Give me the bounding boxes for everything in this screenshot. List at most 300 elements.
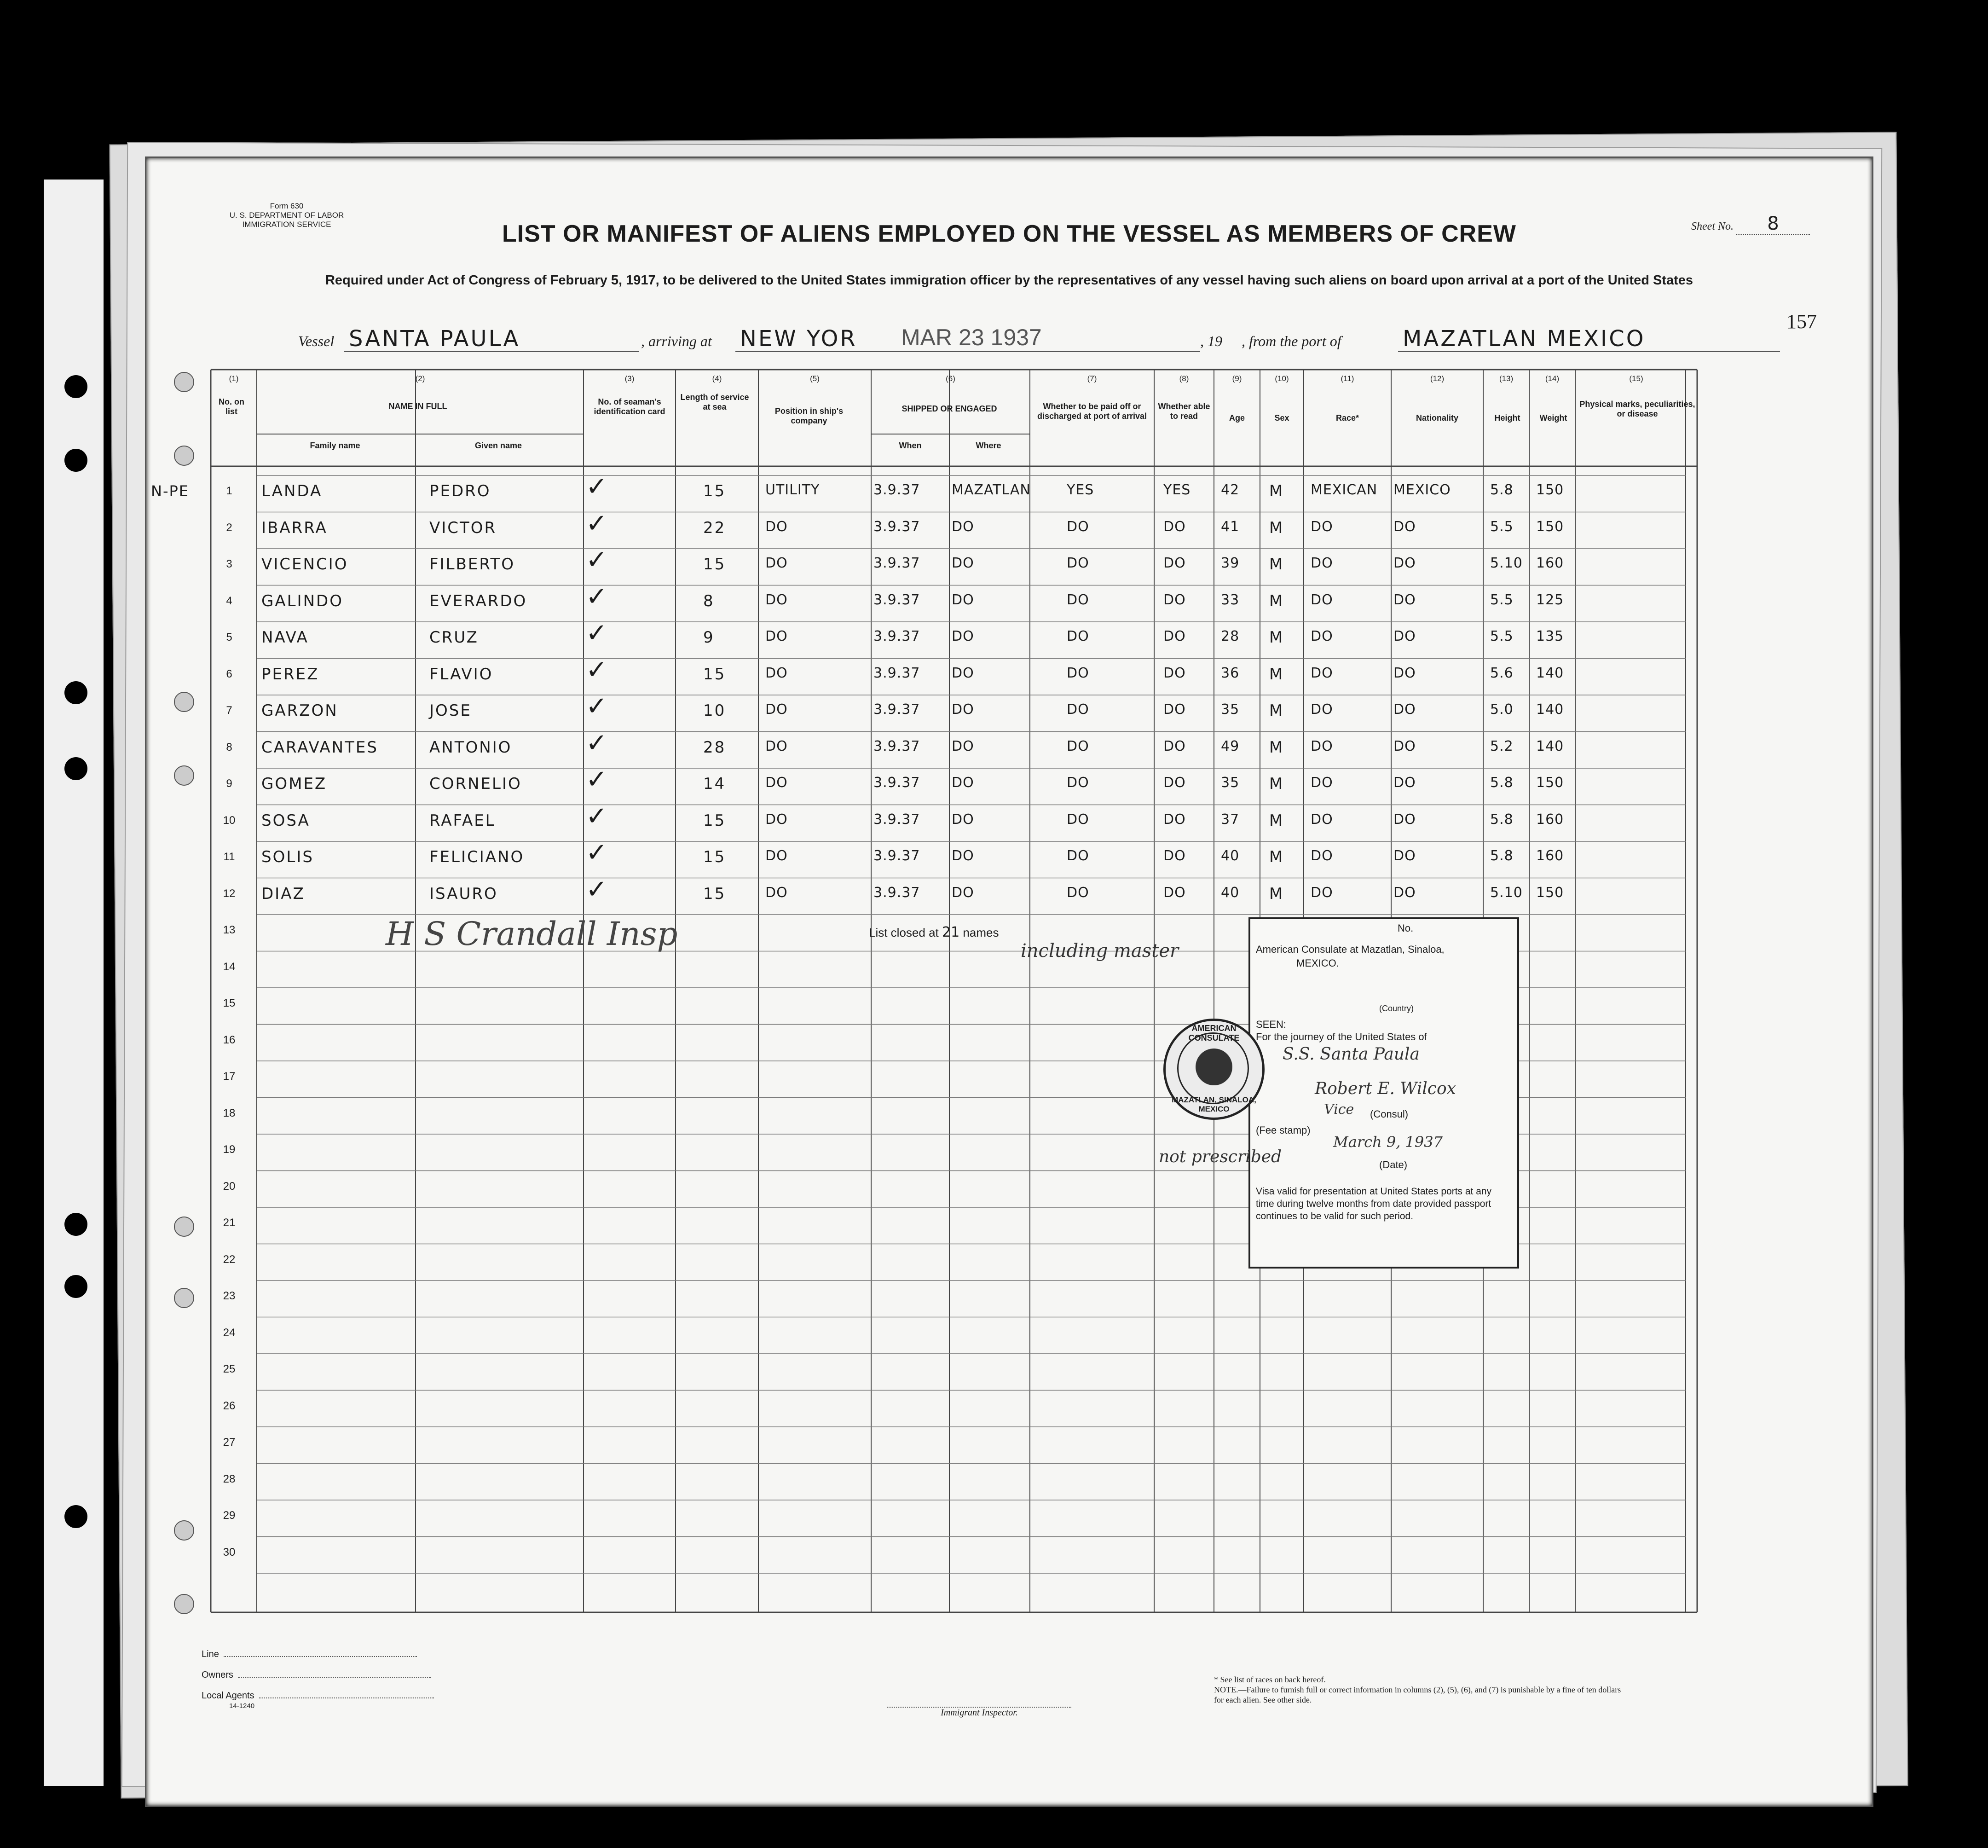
cell-paid: DO bbox=[1067, 848, 1089, 864]
cell-paid: DO bbox=[1067, 628, 1089, 644]
cell-given: CORNELIO bbox=[429, 775, 522, 793]
including-master-note: including master bbox=[1021, 940, 1179, 962]
cell-given: FILBERTO bbox=[429, 555, 515, 574]
cell-height: 5.10 bbox=[1490, 884, 1523, 901]
cell-read: DO bbox=[1163, 555, 1186, 571]
cell-when: 3.9.37 bbox=[873, 738, 920, 754]
column-number: (15) bbox=[1629, 374, 1643, 383]
cell-given: EVERARDO bbox=[429, 591, 527, 610]
footer-inspector: Immigrant Inspector. bbox=[887, 1707, 1071, 1718]
cell-service: 15 bbox=[703, 482, 726, 500]
row-number: 2 bbox=[226, 521, 232, 534]
from-label: , from the port of bbox=[1242, 333, 1341, 349]
cell-family: IBARRA bbox=[261, 518, 328, 537]
seal-bottom-text: MAZATLAN, SINALOA, MEXICO bbox=[1172, 1095, 1256, 1113]
cell-race: DO bbox=[1311, 555, 1333, 571]
punch-hole bbox=[64, 681, 87, 704]
cell-sex: M bbox=[1269, 591, 1284, 610]
cell-height: 5.2 bbox=[1490, 738, 1514, 754]
footer-form-no: 14-1240 bbox=[229, 1702, 255, 1710]
footer-owners-label: Owners bbox=[202, 1670, 233, 1680]
sheet-value: 8 bbox=[1736, 213, 1810, 235]
cell-sex: M bbox=[1269, 848, 1284, 866]
row-number: 16 bbox=[223, 1033, 236, 1046]
cell-height: 5.8 bbox=[1490, 775, 1514, 791]
form-number: Form 630 bbox=[270, 202, 304, 210]
cell-race: DO bbox=[1311, 591, 1333, 608]
check-mark-icon: ✓ bbox=[586, 581, 607, 612]
cell-where: DO bbox=[952, 591, 974, 608]
cell-position: DO bbox=[765, 665, 788, 681]
cell-read: DO bbox=[1163, 738, 1186, 754]
cell-nationality: DO bbox=[1393, 811, 1416, 828]
row-number: 30 bbox=[223, 1546, 236, 1558]
cell-age: 42 bbox=[1221, 482, 1240, 498]
cell-nationality: DO bbox=[1393, 518, 1416, 535]
cell-nationality: DO bbox=[1393, 665, 1416, 681]
cell-race: DO bbox=[1311, 701, 1333, 718]
header-age: Age bbox=[1229, 413, 1245, 423]
cell-height: 5.0 bbox=[1490, 701, 1514, 718]
cell-race: DO bbox=[1311, 775, 1333, 791]
cell-read: DO bbox=[1163, 628, 1186, 644]
cell-race: DO bbox=[1311, 811, 1333, 828]
cell-position: DO bbox=[765, 555, 788, 571]
punch-hole bbox=[64, 1505, 87, 1528]
cell-where: DO bbox=[952, 848, 974, 864]
cell-race: DO bbox=[1311, 628, 1333, 644]
cell-where: DO bbox=[952, 811, 974, 828]
stamp-date-label: (Date) bbox=[1379, 1159, 1408, 1170]
cell-sex: M bbox=[1269, 555, 1284, 574]
header-no: No. on list bbox=[219, 397, 244, 416]
cell-nationality: DO bbox=[1393, 628, 1416, 644]
cell-family: NAVA bbox=[261, 628, 309, 647]
cell-position: DO bbox=[765, 701, 788, 718]
cell-read: YES bbox=[1163, 482, 1191, 498]
cell-paid: DO bbox=[1067, 701, 1089, 718]
cell-weight: 150 bbox=[1536, 775, 1564, 791]
margin-note: N-PE bbox=[151, 482, 189, 500]
row-number: 9 bbox=[226, 777, 232, 790]
cell-age: 33 bbox=[1221, 591, 1240, 608]
cell-family: DIAZ bbox=[261, 884, 305, 903]
cell-when: 3.9.37 bbox=[873, 628, 920, 644]
header-id-card: No. of seaman's identification card bbox=[594, 397, 665, 416]
footer-owners bbox=[202, 1670, 431, 1680]
header-position: Position in ship's company bbox=[774, 406, 844, 425]
cell-family: GARZON bbox=[261, 701, 338, 720]
header-where: Where bbox=[976, 441, 1001, 450]
cell-given: JOSE bbox=[429, 701, 472, 720]
row-number: 14 bbox=[223, 960, 236, 973]
stamp-consul-label: (Consul) bbox=[1370, 1108, 1409, 1120]
cell-age: 28 bbox=[1221, 628, 1240, 644]
column-number: (13) bbox=[1499, 374, 1514, 383]
arriving-port: NEW YOR bbox=[740, 326, 857, 352]
cell-when: 3.9.37 bbox=[873, 701, 920, 718]
cell-sex: M bbox=[1269, 884, 1284, 903]
cell-nationality: DO bbox=[1393, 884, 1416, 901]
cell-when: 3.9.37 bbox=[873, 591, 920, 608]
cell-height: 5.10 bbox=[1490, 555, 1523, 571]
inspector-signature: H S Crandall Insp bbox=[386, 915, 678, 953]
row-number: 25 bbox=[223, 1363, 236, 1375]
cell-given: FELICIANO bbox=[429, 848, 525, 866]
cell-service: 15 bbox=[703, 555, 726, 574]
row-number: 29 bbox=[223, 1509, 236, 1522]
cell-position: DO bbox=[765, 811, 788, 828]
cell-paid: DO bbox=[1067, 811, 1089, 828]
check-mark-icon: ✓ bbox=[586, 545, 607, 575]
cell-service: 9 bbox=[703, 628, 715, 647]
row-number: 10 bbox=[223, 814, 236, 827]
footer-notes bbox=[1214, 1674, 1628, 1705]
cell-read: DO bbox=[1163, 775, 1186, 791]
cell-age: 49 bbox=[1221, 738, 1240, 754]
cell-service: 15 bbox=[703, 665, 726, 684]
cell-given: VICTOR bbox=[429, 518, 497, 537]
punch-hole bbox=[64, 449, 87, 472]
consul-signature: Robert E. Wilcox bbox=[1315, 1079, 1456, 1098]
cell-position: DO bbox=[765, 884, 788, 901]
check-mark-icon: ✓ bbox=[586, 618, 607, 648]
cell-height: 5.5 bbox=[1490, 628, 1514, 644]
document-title: LIST OR MANIFEST OF ALIENS EMPLOYED ON THE VESSEL AS MEMBERS OF CREW bbox=[502, 220, 1516, 247]
column-number: (14) bbox=[1545, 374, 1560, 383]
cell-when: 3.9.37 bbox=[873, 555, 920, 571]
cell-paid: DO bbox=[1067, 775, 1089, 791]
stamp-seen: SEEN: bbox=[1256, 1019, 1287, 1030]
footer-note-races: * See list of races on back hereof. bbox=[1214, 1675, 1326, 1684]
header-family-name: Family name bbox=[310, 441, 360, 450]
footer-line-label: Line bbox=[202, 1649, 219, 1659]
manifest-page bbox=[145, 156, 1873, 1807]
fee-note: not prescribed bbox=[1159, 1147, 1282, 1166]
row-number: 5 bbox=[226, 631, 232, 643]
cell-sex: M bbox=[1269, 628, 1284, 647]
cell-family: SOLIS bbox=[261, 848, 314, 866]
arrival-date-stamp: MAR 23 1937 bbox=[901, 324, 1042, 350]
cell-family: LANDA bbox=[261, 482, 323, 500]
cell-paid: YES bbox=[1067, 482, 1094, 498]
punch-hole bbox=[64, 375, 87, 398]
cell-nationality: DO bbox=[1393, 775, 1416, 791]
row-number: 12 bbox=[223, 887, 236, 900]
cell-paid: DO bbox=[1067, 738, 1089, 754]
cell-race: MEXICAN bbox=[1311, 482, 1378, 498]
header-sex: Sex bbox=[1274, 413, 1289, 423]
cell-where: DO bbox=[952, 775, 974, 791]
row-number: 8 bbox=[226, 741, 232, 753]
cell-age: 35 bbox=[1221, 775, 1240, 791]
cell-sex: M bbox=[1269, 518, 1284, 537]
cell-race: DO bbox=[1311, 738, 1333, 754]
footer-note-penalty: NOTE.—Failure to furnish full or correct information in columns (2), (5), (6), and (7) is punishable by a fine of ten dollars for each alien. See other side. bbox=[1214, 1685, 1621, 1704]
row-number: 17 bbox=[223, 1070, 236, 1083]
header-physical-marks: Physical marks, peculiarities, or disease bbox=[1579, 400, 1695, 418]
cell-race: DO bbox=[1311, 665, 1333, 681]
cell-family: GALINDO bbox=[261, 591, 343, 610]
cell-weight: 150 bbox=[1536, 884, 1564, 901]
list-closed-count: 21 bbox=[942, 924, 960, 940]
cell-race: DO bbox=[1311, 884, 1333, 901]
header-service: Length of service at sea bbox=[680, 393, 749, 411]
cell-when: 3.9.37 bbox=[873, 811, 920, 828]
cell-weight: 160 bbox=[1536, 811, 1564, 828]
row-number: 26 bbox=[223, 1399, 236, 1412]
cell-weight: 160 bbox=[1536, 555, 1564, 571]
header-height: Height bbox=[1494, 413, 1520, 423]
cell-family: VICENCIO bbox=[261, 555, 348, 574]
header-shipped: SHIPPED OR ENGAGED bbox=[902, 404, 997, 413]
service: IMMIGRATION SERVICE bbox=[242, 220, 331, 229]
cell-sex: M bbox=[1269, 701, 1284, 720]
cell-sex: M bbox=[1269, 811, 1284, 830]
row-number: 15 bbox=[223, 997, 236, 1009]
cell-position: DO bbox=[765, 591, 788, 608]
document-subtitle: Required under Act of Congress of February 5, 1917, to be delivered to the United States immigration officer by the representatives of any vessel having such aliens on board upon arrival at a port of the United States bbox=[325, 273, 1693, 288]
row-number: 13 bbox=[223, 924, 236, 936]
cell-given: FLAVIO bbox=[429, 665, 493, 684]
cell-weight: 135 bbox=[1536, 628, 1564, 644]
row-number: 1 bbox=[226, 485, 232, 497]
cell-where: DO bbox=[952, 884, 974, 901]
row-number: 21 bbox=[223, 1217, 236, 1229]
stamp-fee-label: (Fee stamp) bbox=[1256, 1124, 1311, 1136]
cell-position: DO bbox=[765, 775, 788, 791]
cell-height: 5.5 bbox=[1490, 518, 1514, 535]
row-number: 28 bbox=[223, 1472, 236, 1485]
stamp-validity: Visa valid for presentation at United States ports at any time during twelve months from date provided passport continues to be valid for such period. bbox=[1256, 1186, 1492, 1222]
eagle-icon bbox=[1196, 1049, 1232, 1085]
cell-service: 15 bbox=[703, 848, 726, 866]
check-mark-icon: ✓ bbox=[586, 874, 607, 904]
cell-given: ISAURO bbox=[429, 884, 498, 903]
header-able-to-read: Whether able to read bbox=[1158, 402, 1210, 421]
cell-service: 14 bbox=[703, 775, 726, 793]
cell-height: 5.8 bbox=[1490, 811, 1514, 828]
stamp-ship: S.S. Santa Paula bbox=[1283, 1045, 1420, 1064]
cell-where: DO bbox=[952, 555, 974, 571]
cell-sex: M bbox=[1269, 738, 1284, 757]
cell-position: UTILITY bbox=[765, 482, 820, 498]
cell-read: DO bbox=[1163, 518, 1186, 535]
check-mark-icon: ✓ bbox=[586, 728, 607, 758]
cell-weight: 150 bbox=[1536, 518, 1564, 535]
row-number: 24 bbox=[223, 1326, 236, 1339]
cell-when: 3.9.37 bbox=[873, 884, 920, 901]
header-race: Race* bbox=[1335, 413, 1359, 423]
cell-family: PEREZ bbox=[261, 665, 319, 684]
cell-paid: DO bbox=[1067, 591, 1089, 608]
column-number: (1) bbox=[229, 374, 239, 383]
cell-weight: 160 bbox=[1536, 848, 1564, 864]
header-when: When bbox=[899, 441, 922, 450]
cell-nationality: DO bbox=[1393, 738, 1416, 754]
column-number: (7) bbox=[1087, 374, 1097, 383]
stamp-country-label: (Country) bbox=[1379, 1004, 1414, 1013]
cell-age: 40 bbox=[1221, 884, 1240, 901]
cell-family: SOSA bbox=[261, 811, 310, 830]
cell-where: DO bbox=[952, 738, 974, 754]
cell-age: 37 bbox=[1221, 811, 1240, 828]
cell-age: 36 bbox=[1221, 665, 1240, 681]
cell-service: 10 bbox=[703, 701, 726, 720]
cell-age: 35 bbox=[1221, 701, 1240, 718]
cell-sex: M bbox=[1269, 775, 1284, 793]
cell-height: 5.8 bbox=[1490, 482, 1514, 498]
binder-margin bbox=[44, 180, 104, 1786]
header-paid-off: Whether to be paid off or discharged at port of arrival bbox=[1037, 402, 1147, 421]
departure-port: MAZATLAN MEXICO bbox=[1403, 326, 1646, 352]
cell-nationality: DO bbox=[1393, 555, 1416, 571]
cell-paid: DO bbox=[1067, 555, 1089, 571]
cell-nationality: DO bbox=[1393, 701, 1416, 718]
cell-read: DO bbox=[1163, 665, 1186, 681]
cell-where: DO bbox=[952, 665, 974, 681]
cell-nationality: DO bbox=[1393, 591, 1416, 608]
cell-paid: DO bbox=[1067, 518, 1089, 535]
header-nationality: Nationality bbox=[1416, 413, 1458, 423]
check-mark-icon: ✓ bbox=[586, 801, 607, 831]
column-number: (5) bbox=[810, 374, 820, 383]
column-number: (12) bbox=[1430, 374, 1445, 383]
stamp-date: March 9, 1937 bbox=[1333, 1133, 1443, 1151]
cell-where: DO bbox=[952, 701, 974, 718]
page-number: 157 bbox=[1786, 310, 1817, 333]
check-mark-icon: ✓ bbox=[586, 508, 607, 539]
stamp-vice: Vice bbox=[1324, 1101, 1354, 1118]
stamp-no: No. bbox=[1398, 922, 1414, 934]
list-closed bbox=[869, 924, 999, 940]
cell-given: CRUZ bbox=[429, 628, 479, 647]
cell-weight: 140 bbox=[1536, 738, 1564, 754]
cell-weight: 125 bbox=[1536, 591, 1564, 608]
cell-given: ANTONIO bbox=[429, 738, 512, 757]
column-number: (2) bbox=[415, 374, 425, 383]
arriving-label: , arriving at bbox=[641, 333, 712, 349]
column-number: (11) bbox=[1341, 374, 1354, 383]
row-number: 27 bbox=[223, 1436, 236, 1448]
consulate-seal bbox=[1163, 1019, 1265, 1120]
cell-read: DO bbox=[1163, 884, 1186, 901]
cell-race: DO bbox=[1311, 848, 1333, 864]
cell-nationality: DO bbox=[1393, 848, 1416, 864]
check-mark-icon: ✓ bbox=[586, 838, 607, 868]
punch-hole bbox=[64, 757, 87, 780]
cell-read: DO bbox=[1163, 701, 1186, 718]
cell-family: GOMEZ bbox=[261, 775, 327, 793]
cell-position: DO bbox=[765, 518, 788, 535]
punch-hole bbox=[64, 1213, 87, 1236]
header-weight: Weight bbox=[1539, 413, 1567, 423]
cell-given: PEDRO bbox=[429, 482, 491, 500]
column-number: (9) bbox=[1232, 374, 1242, 383]
cell-when: 3.9.37 bbox=[873, 775, 920, 791]
list-closed-names: names bbox=[963, 926, 999, 939]
check-mark-icon: ✓ bbox=[586, 691, 607, 721]
cell-height: 5.6 bbox=[1490, 665, 1514, 681]
cell-service: 8 bbox=[703, 591, 715, 610]
row-number: 11 bbox=[223, 851, 235, 863]
year-label: , 19 bbox=[1200, 333, 1222, 349]
cell-weight: 150 bbox=[1536, 482, 1564, 498]
footer-agents bbox=[202, 1691, 434, 1701]
row-number: 7 bbox=[226, 704, 232, 717]
cell-when: 3.9.37 bbox=[873, 665, 920, 681]
cell-sex: M bbox=[1269, 665, 1284, 684]
stamp-country-name: MEXICO. bbox=[1296, 957, 1339, 969]
list-closed-label: List closed at bbox=[869, 926, 939, 939]
row-number: 19 bbox=[223, 1143, 236, 1156]
column-number: (3) bbox=[624, 374, 635, 383]
row-number: 4 bbox=[226, 594, 232, 607]
sheet-label: Sheet No. bbox=[1691, 220, 1734, 232]
cell-age: 41 bbox=[1221, 518, 1240, 535]
cell-sex: M bbox=[1269, 482, 1284, 500]
cell-age: 40 bbox=[1221, 848, 1240, 864]
row-number: 18 bbox=[223, 1106, 236, 1119]
cell-service: 22 bbox=[703, 518, 726, 537]
stamp-journey: For the journey of the United States of bbox=[1256, 1031, 1427, 1043]
cell-read: DO bbox=[1163, 591, 1186, 608]
cell-service: 15 bbox=[703, 811, 726, 830]
column-number: (4) bbox=[712, 374, 722, 383]
column-number: (10) bbox=[1275, 374, 1289, 383]
row-number: 6 bbox=[226, 667, 232, 680]
cell-race: DO bbox=[1311, 518, 1333, 535]
check-mark-icon: ✓ bbox=[586, 765, 607, 794]
department: U. S. DEPARTMENT OF LABOR bbox=[229, 211, 344, 220]
row-number: 22 bbox=[223, 1253, 236, 1266]
cell-when: 3.9.37 bbox=[873, 518, 920, 535]
cell-weight: 140 bbox=[1536, 701, 1564, 718]
cell-family: CARAVANTES bbox=[261, 738, 378, 757]
row-number: 20 bbox=[223, 1180, 236, 1193]
cell-where: DO bbox=[952, 628, 974, 644]
cell-where: DO bbox=[952, 518, 974, 535]
cell-nationality: MEXICO bbox=[1393, 482, 1451, 498]
cell-where: MAZATLAN bbox=[952, 482, 1031, 498]
cell-height: 5.5 bbox=[1490, 591, 1514, 608]
cell-position: DO bbox=[765, 628, 788, 644]
vessel-name: SANTA PAULA bbox=[349, 326, 520, 352]
cell-weight: 140 bbox=[1536, 665, 1564, 681]
vessel-label: Vessel bbox=[298, 333, 335, 349]
cell-service: 28 bbox=[703, 738, 726, 757]
cell-age: 39 bbox=[1221, 555, 1240, 571]
cell-position: DO bbox=[765, 738, 788, 754]
row-number: 23 bbox=[223, 1290, 236, 1302]
cell-paid: DO bbox=[1067, 665, 1089, 681]
row-number: 3 bbox=[226, 558, 232, 570]
cell-paid: DO bbox=[1067, 884, 1089, 901]
cell-read: DO bbox=[1163, 848, 1186, 864]
cell-read: DO bbox=[1163, 811, 1186, 828]
consulate-stamp bbox=[1248, 917, 1519, 1269]
check-mark-icon: ✓ bbox=[586, 472, 607, 502]
header-given-name: Given name bbox=[474, 441, 522, 450]
footer-line bbox=[202, 1649, 417, 1660]
cell-given: RAFAEL bbox=[429, 811, 496, 830]
column-number: (8) bbox=[1179, 374, 1189, 383]
punch-hole bbox=[64, 1275, 87, 1298]
cell-when: 3.9.37 bbox=[873, 848, 920, 864]
stamp-consulate: American Consulate at Mazatlan, Sinaloa, bbox=[1256, 944, 1445, 955]
column-number: (6) bbox=[946, 374, 955, 383]
seal-top-text: AMERICAN CONSULATE bbox=[1188, 1024, 1240, 1043]
